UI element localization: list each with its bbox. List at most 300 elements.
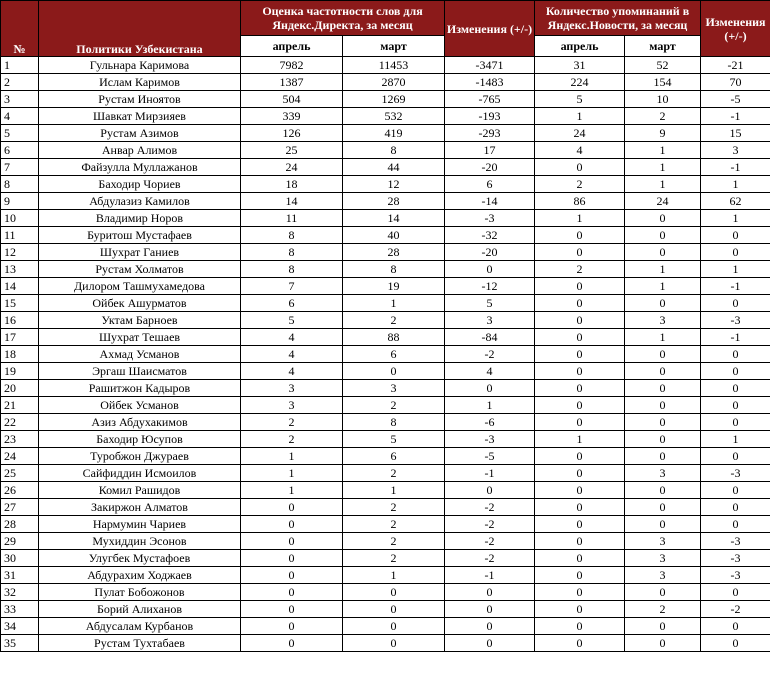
direct-change-value: -1483 (445, 74, 535, 91)
direct-april-value: 7982 (241, 57, 343, 74)
direct-march-value: 419 (343, 125, 445, 142)
news-march-value: 1 (625, 278, 701, 295)
news-march-value: 0 (625, 227, 701, 244)
news-april-value: 0 (535, 312, 625, 329)
news-march-value: 0 (625, 397, 701, 414)
news-march-value: 0 (625, 414, 701, 431)
news-march-value: 0 (625, 635, 701, 652)
news-april-value: 1 (535, 431, 625, 448)
row-number: 18 (1, 346, 39, 363)
news-change-value: -1 (701, 108, 770, 125)
news-march-value: 3 (625, 533, 701, 550)
news-change-value: -1 (701, 278, 770, 295)
news-april-value: 2 (535, 261, 625, 278)
table-row (1, 397, 770, 414)
direct-change-value: 0 (445, 635, 535, 652)
news-march-value: 0 (625, 380, 701, 397)
table-row (1, 210, 770, 227)
news-change-value: -21 (701, 57, 770, 74)
direct-change-value: 17 (445, 142, 535, 159)
table-row (1, 193, 770, 210)
direct-change-value: -2 (445, 516, 535, 533)
direct-march-value: 28 (343, 244, 445, 261)
table-row (1, 108, 770, 125)
news-march-value: 1 (625, 329, 701, 346)
politician-name: Рустам Иноятов (39, 91, 241, 108)
table-row (1, 227, 770, 244)
direct-change-value: -12 (445, 278, 535, 295)
direct-change-value: 4 (445, 363, 535, 380)
direct-change-value: -20 (445, 244, 535, 261)
politician-name: Баходир Юсупов (39, 431, 241, 448)
direct-change-value: -2 (445, 499, 535, 516)
news-change-value: 0 (701, 584, 770, 601)
direct-march-value: 0 (343, 601, 445, 618)
news-change-value: 0 (701, 516, 770, 533)
row-number: 29 (1, 533, 39, 550)
table-row (1, 584, 770, 601)
politician-name: Закиржон Алматов (39, 499, 241, 516)
news-april-value: 0 (535, 584, 625, 601)
table-row (1, 346, 770, 363)
direct-april-value: 4 (241, 363, 343, 380)
news-march-value: 0 (625, 210, 701, 227)
politician-name: Абдурахим Ходжаев (39, 567, 241, 584)
news-march-value: 0 (625, 346, 701, 363)
news-march-value: 2 (625, 108, 701, 125)
row-number: 35 (1, 635, 39, 652)
direct-april-value: 11 (241, 210, 343, 227)
direct-april-value: 0 (241, 635, 343, 652)
politician-name: Буритош Мустафаев (39, 227, 241, 244)
direct-change-value: -2 (445, 346, 535, 363)
row-number: 7 (1, 159, 39, 176)
direct-march-value: 28 (343, 193, 445, 210)
table-row (1, 278, 770, 295)
row-number: 6 (1, 142, 39, 159)
politician-name: Туробжон Джураев (39, 448, 241, 465)
news-april-value: 0 (535, 550, 625, 567)
table-body (1, 57, 770, 652)
row-number: 2 (1, 74, 39, 91)
row-number: 33 (1, 601, 39, 618)
direct-april-value: 0 (241, 499, 343, 516)
direct-april-value: 7 (241, 278, 343, 295)
news-change-value: -3 (701, 312, 770, 329)
news-march-value: 1 (625, 159, 701, 176)
news-april-value: 0 (535, 329, 625, 346)
politician-name: Комил Рашидов (39, 482, 241, 499)
direct-change-value: -1 (445, 465, 535, 482)
direct-march-value: 6 (343, 346, 445, 363)
direct-april-value: 126 (241, 125, 343, 142)
direct-change-value: 0 (445, 482, 535, 499)
news-change-value: 0 (701, 397, 770, 414)
politician-name: Ислам Каримов (39, 74, 241, 91)
news-change-value: 0 (701, 414, 770, 431)
news-april-value: 1 (535, 108, 625, 125)
news-april-value: 0 (535, 567, 625, 584)
row-number: 28 (1, 516, 39, 533)
direct-april-value: 0 (241, 618, 343, 635)
direct-change-value: -3 (445, 431, 535, 448)
news-change-value: 1 (701, 210, 770, 227)
row-number: 34 (1, 618, 39, 635)
direct-change-value: 5 (445, 295, 535, 312)
news-change-value: 0 (701, 295, 770, 312)
direct-march-value: 2870 (343, 74, 445, 91)
row-number: 20 (1, 380, 39, 397)
table-row (1, 550, 770, 567)
direct-april-value: 2 (241, 414, 343, 431)
direct-april-value: 0 (241, 516, 343, 533)
news-april-value: 0 (535, 159, 625, 176)
news-change-value: -3 (701, 567, 770, 584)
direct-march-value: 1 (343, 567, 445, 584)
news-april-value: 0 (535, 244, 625, 261)
direct-april-value: 0 (241, 601, 343, 618)
direct-change-value: 0 (445, 261, 535, 278)
news-march-value: 3 (625, 550, 701, 567)
politician-name: Шавкат Мирзияев (39, 108, 241, 125)
table-row (1, 142, 770, 159)
table-row (1, 516, 770, 533)
table-row (1, 448, 770, 465)
news-march-value: 0 (625, 584, 701, 601)
row-number: 5 (1, 125, 39, 142)
direct-march-value: 11453 (343, 57, 445, 74)
direct-change-value: -2 (445, 550, 535, 567)
row-number: 10 (1, 210, 39, 227)
news-change-value: 1 (701, 261, 770, 278)
news-change-value: 62 (701, 193, 770, 210)
news-change-value: 70 (701, 74, 770, 91)
politician-name: Уктам Барноев (39, 312, 241, 329)
direct-change-value: -14 (445, 193, 535, 210)
news-april-value: 4 (535, 142, 625, 159)
row-number: 14 (1, 278, 39, 295)
news-april-value: 0 (535, 363, 625, 380)
direct-april-value: 0 (241, 584, 343, 601)
news-march-value: 0 (625, 482, 701, 499)
news-march-value: 1 (625, 176, 701, 193)
politician-name: Баходир Чориев (39, 176, 241, 193)
direct-april-value: 18 (241, 176, 343, 193)
news-change-value: 1 (701, 431, 770, 448)
table-row (1, 91, 770, 108)
news-march-value: 52 (625, 57, 701, 74)
news-april-value: 0 (535, 278, 625, 295)
politician-name: Файзулла Муллажанов (39, 159, 241, 176)
news-march-value: 1 (625, 142, 701, 159)
politician-name: Азиз Абдухакимов (39, 414, 241, 431)
table-row (1, 635, 770, 652)
news-march-value: 10 (625, 91, 701, 108)
direct-march-value: 2 (343, 499, 445, 516)
direct-march-value: 0 (343, 635, 445, 652)
table-row (1, 57, 770, 74)
direct-change-value: -1 (445, 567, 535, 584)
table-row (1, 312, 770, 329)
table-row (1, 533, 770, 550)
news-change-value: 0 (701, 635, 770, 652)
direct-april-value: 24 (241, 159, 343, 176)
direct-change-value: 0 (445, 380, 535, 397)
news-april-value: 0 (535, 227, 625, 244)
news-march-value: 3 (625, 465, 701, 482)
row-number: 15 (1, 295, 39, 312)
direct-march-value: 0 (343, 363, 445, 380)
news-april-value: 224 (535, 74, 625, 91)
news-april-value: 0 (535, 380, 625, 397)
news-april-value: 0 (535, 397, 625, 414)
direct-march-value: 1 (343, 295, 445, 312)
table-row (1, 244, 770, 261)
direct-change-value: 3 (445, 312, 535, 329)
direct-change-value: -5 (445, 448, 535, 465)
row-number: 26 (1, 482, 39, 499)
direct-march-value: 8 (343, 142, 445, 159)
politician-name: Нармумин Чариев (39, 516, 241, 533)
row-number: 12 (1, 244, 39, 261)
politician-name: Владимир Норов (39, 210, 241, 227)
table-row (1, 295, 770, 312)
header-yandex-direct: Оценка частотности слов для Яндекс.Директа, за месяц (241, 1, 445, 36)
politician-name: Шухрат Ганиев (39, 244, 241, 261)
direct-change-value: -84 (445, 329, 535, 346)
direct-change-value: -3 (445, 210, 535, 227)
direct-april-value: 0 (241, 533, 343, 550)
politician-name: Ахмад Усманов (39, 346, 241, 363)
news-april-value: 0 (535, 533, 625, 550)
direct-april-value: 3 (241, 397, 343, 414)
news-change-value: 0 (701, 618, 770, 635)
news-march-value: 0 (625, 516, 701, 533)
politician-name: Мухиддин Эсонов (39, 533, 241, 550)
politician-name: Шухрат Тешаев (39, 329, 241, 346)
row-number: 13 (1, 261, 39, 278)
direct-change-value: 0 (445, 618, 535, 635)
table-row (1, 125, 770, 142)
header-news-april: апрель (535, 36, 625, 57)
news-change-value: 0 (701, 227, 770, 244)
row-number: 17 (1, 329, 39, 346)
direct-april-value: 4 (241, 346, 343, 363)
row-number: 19 (1, 363, 39, 380)
table-row (1, 159, 770, 176)
politician-name: Ойбек Ашурматов (39, 295, 241, 312)
news-april-value: 0 (535, 414, 625, 431)
direct-change-value: 1 (445, 397, 535, 414)
direct-april-value: 1 (241, 482, 343, 499)
news-change-value: 3 (701, 142, 770, 159)
direct-change-value: -293 (445, 125, 535, 142)
direct-march-value: 1269 (343, 91, 445, 108)
direct-change-value: -6 (445, 414, 535, 431)
news-march-value: 0 (625, 244, 701, 261)
news-march-value: 24 (625, 193, 701, 210)
direct-march-value: 6 (343, 448, 445, 465)
direct-march-value: 40 (343, 227, 445, 244)
direct-march-value: 88 (343, 329, 445, 346)
header-politicians: Политики Узбекистана (39, 1, 241, 57)
news-april-value: 2 (535, 176, 625, 193)
direct-april-value: 4 (241, 329, 343, 346)
politician-name: Пулат Бобожонов (39, 584, 241, 601)
row-number: 30 (1, 550, 39, 567)
row-number: 9 (1, 193, 39, 210)
table-row (1, 618, 770, 635)
direct-march-value: 2 (343, 516, 445, 533)
politician-name: Рустам Тухтабаев (39, 635, 241, 652)
direct-march-value: 3 (343, 380, 445, 397)
table-row (1, 329, 770, 346)
news-march-value: 0 (625, 499, 701, 516)
direct-april-value: 8 (241, 227, 343, 244)
news-april-value: 0 (535, 448, 625, 465)
direct-march-value: 532 (343, 108, 445, 125)
politician-name: Сайфиддин Исмоилов (39, 465, 241, 482)
direct-april-value: 8 (241, 244, 343, 261)
header-num: № (1, 1, 39, 57)
news-change-value: -3 (701, 550, 770, 567)
news-change-value: -1 (701, 159, 770, 176)
row-number: 11 (1, 227, 39, 244)
politician-name: Абдулазиз Камилов (39, 193, 241, 210)
row-number: 24 (1, 448, 39, 465)
politician-name: Борий Алиханов (39, 601, 241, 618)
news-march-value: 0 (625, 448, 701, 465)
direct-april-value: 1 (241, 448, 343, 465)
news-march-value: 2 (625, 601, 701, 618)
news-april-value: 0 (535, 295, 625, 312)
news-april-value: 31 (535, 57, 625, 74)
direct-march-value: 5 (343, 431, 445, 448)
politician-name: Рашитжон Кадыров (39, 380, 241, 397)
direct-change-value: -193 (445, 108, 535, 125)
direct-april-value: 0 (241, 550, 343, 567)
news-april-value: 0 (535, 482, 625, 499)
news-change-value: 0 (701, 346, 770, 363)
table-row (1, 363, 770, 380)
news-april-value: 0 (535, 635, 625, 652)
news-april-value: 1 (535, 210, 625, 227)
direct-april-value: 0 (241, 567, 343, 584)
news-change-value: -3 (701, 465, 770, 482)
politician-name: Рустам Холматов (39, 261, 241, 278)
direct-april-value: 8 (241, 261, 343, 278)
direct-april-value: 25 (241, 142, 343, 159)
direct-change-value: 0 (445, 601, 535, 618)
table-row (1, 431, 770, 448)
news-change-value: 0 (701, 363, 770, 380)
politician-name: Гульнара Каримова (39, 57, 241, 74)
direct-april-value: 3 (241, 380, 343, 397)
row-number: 32 (1, 584, 39, 601)
news-april-value: 24 (535, 125, 625, 142)
politician-name: Дилором Ташмухамедова (39, 278, 241, 295)
row-number: 25 (1, 465, 39, 482)
direct-april-value: 504 (241, 91, 343, 108)
direct-april-value: 2 (241, 431, 343, 448)
row-number: 23 (1, 431, 39, 448)
politician-name: Абдусалам Курбанов (39, 618, 241, 635)
direct-change-value: -2 (445, 533, 535, 550)
politician-name: Эргаш Шаисматов (39, 363, 241, 380)
row-number: 27 (1, 499, 39, 516)
table-row (1, 567, 770, 584)
table-header (1, 1, 770, 57)
table-row (1, 176, 770, 193)
table-row (1, 414, 770, 431)
direct-march-value: 2 (343, 550, 445, 567)
direct-march-value: 8 (343, 261, 445, 278)
direct-march-value: 19 (343, 278, 445, 295)
direct-change-value: 6 (445, 176, 535, 193)
news-march-value: 0 (625, 363, 701, 380)
news-april-value: 0 (535, 618, 625, 635)
news-march-value: 0 (625, 431, 701, 448)
direct-march-value: 2 (343, 533, 445, 550)
row-number: 22 (1, 414, 39, 431)
news-change-value: -1 (701, 329, 770, 346)
header-direct-april: апрель (241, 36, 343, 57)
news-april-value: 0 (535, 346, 625, 363)
header-change-news: Изменения (+/-) (701, 1, 770, 57)
direct-march-value: 2 (343, 312, 445, 329)
news-april-value: 0 (535, 516, 625, 533)
politician-name: Улугбек Мустафоев (39, 550, 241, 567)
row-number: 1 (1, 57, 39, 74)
direct-april-value: 1387 (241, 74, 343, 91)
table-row (1, 380, 770, 397)
news-change-value: -3 (701, 533, 770, 550)
news-april-value: 0 (535, 601, 625, 618)
news-change-value: 0 (701, 482, 770, 499)
politician-name: Рустам Азимов (39, 125, 241, 142)
direct-april-value: 339 (241, 108, 343, 125)
news-change-value: 0 (701, 244, 770, 261)
direct-april-value: 14 (241, 193, 343, 210)
direct-change-value: 0 (445, 584, 535, 601)
news-change-value: 1 (701, 176, 770, 193)
news-april-value: 86 (535, 193, 625, 210)
news-march-value: 9 (625, 125, 701, 142)
news-march-value: 154 (625, 74, 701, 91)
header-yandex-news: Количество упоминаний в Яндекс.Новости, за месяц (535, 1, 701, 36)
news-march-value: 0 (625, 618, 701, 635)
direct-change-value: -3471 (445, 57, 535, 74)
row-number: 3 (1, 91, 39, 108)
direct-change-value: -20 (445, 159, 535, 176)
news-march-value: 3 (625, 312, 701, 329)
direct-april-value: 1 (241, 465, 343, 482)
news-april-value: 5 (535, 91, 625, 108)
direct-april-value: 5 (241, 312, 343, 329)
direct-march-value: 44 (343, 159, 445, 176)
news-change-value: 0 (701, 499, 770, 516)
table-row (1, 261, 770, 278)
header-change-direct: Изменения (+/-) (445, 1, 535, 57)
news-change-value: -2 (701, 601, 770, 618)
news-change-value: 0 (701, 448, 770, 465)
table-row (1, 499, 770, 516)
row-number: 8 (1, 176, 39, 193)
row-number: 4 (1, 108, 39, 125)
direct-march-value: 14 (343, 210, 445, 227)
table-row (1, 74, 770, 91)
header-news-march: март (625, 36, 701, 57)
